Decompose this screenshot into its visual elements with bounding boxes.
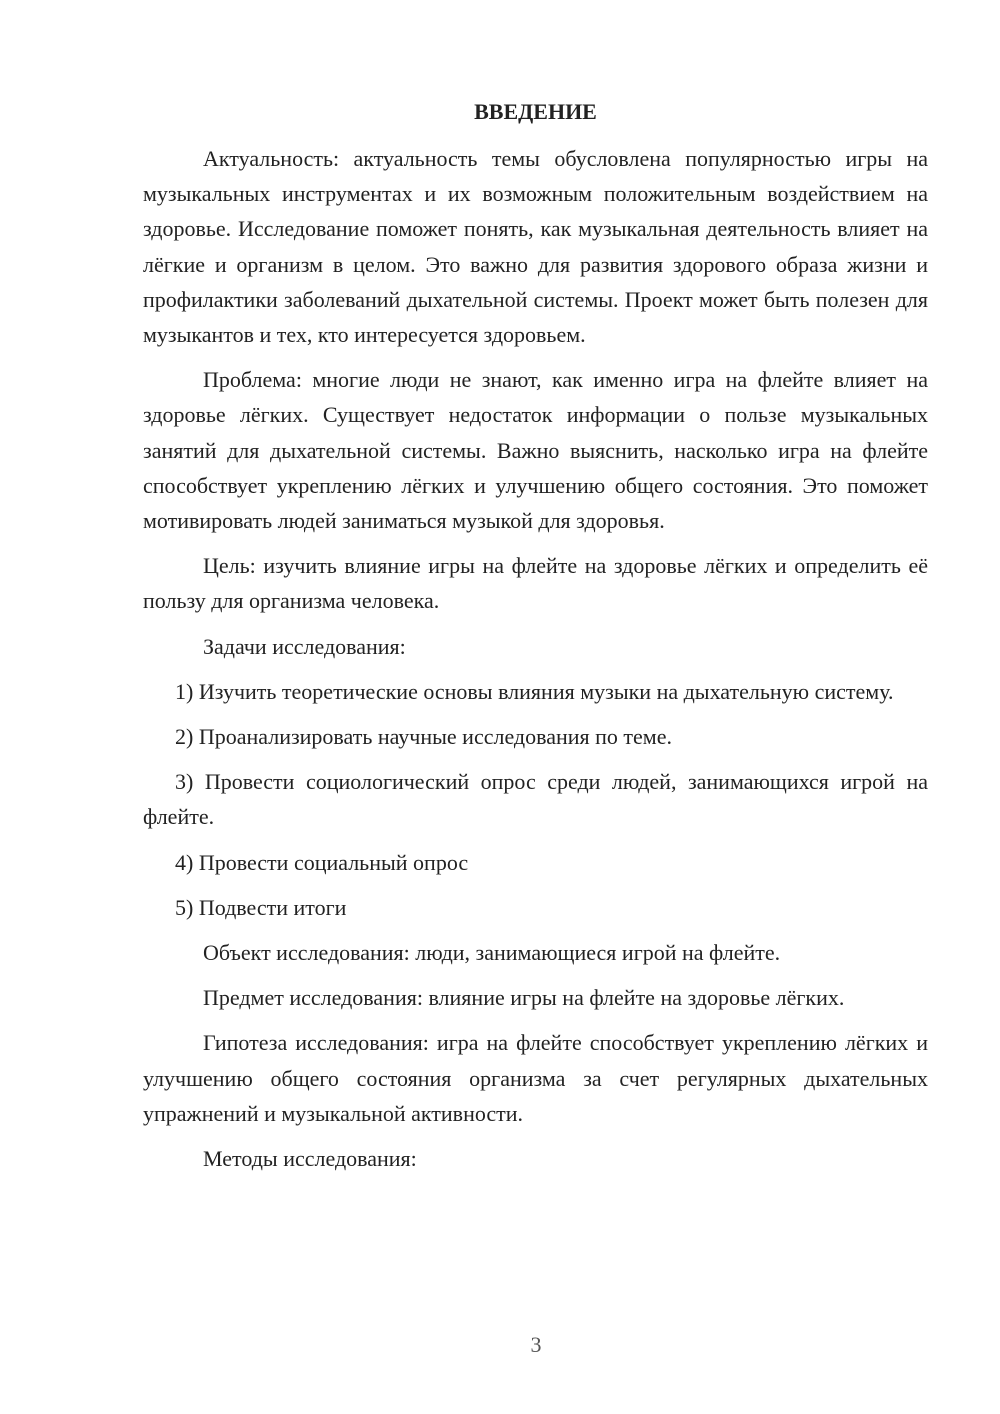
paragraph-hypothesis: Гипотеза исследования: игра на флейте способствует укреплению лёгких и улучшению общего состояния организма за счет регулярных дыхательных упражнений и музыкальной активности. (143, 1030, 928, 1126)
methods-title: Методы исследования: (203, 1146, 417, 1172)
paragraph-goal: Цель: изучить влияние игры на флейте на здоровье лёгких и определить её пользу для организма человека. (143, 553, 928, 614)
task-item-5: 5) Подвести итоги (175, 894, 347, 920)
task-item-3: 3) Провести социологический опрос среди людей, занимающихся игрой на флейте. (143, 769, 928, 830)
page-content (143, 94, 928, 1186)
paragraph-object: Объект исследования: люди, занимающиеся игрой на флейте. (203, 940, 781, 966)
section-heading: ВВЕДЕНИЕ (474, 99, 597, 124)
page-number: 3 (530, 1332, 542, 1357)
task-item-1: 1) Изучить теоретические основы влияния музыки на дыхательную систему. (175, 678, 894, 704)
paragraph-problem: Проблема: многие люди не знают, как именно игра на флейте влияет на здоровье лёгких. Существует недостаток информации о пользе музыкальных занятий для дыхательной системы. Важно выяснить, насколько игра на флейте способствует укреплению лёгких и улучшению общего состояния. Это поможет мотивировать людей заниматься музыкой для здоровья. (143, 367, 928, 534)
tasks-title: Задачи исследования: (203, 633, 406, 659)
paragraph-subject: Предмет исследования: влияние игры на флейте на здоровье лёгких. (203, 985, 845, 1011)
task-item-2: 2) Проанализировать научные исследования по теме. (175, 724, 672, 750)
task-item-4: 4) Провести социальный опрос (175, 849, 469, 875)
paragraph-relevance: Актуальность: актуальность темы обусловлена популярностью игры на музыкальных инструментах и их возможным положительным воздействием на здоровье. Исследование поможет понять, как музыкальная деятельность влияет на лёгкие и организм в целом. Это важно для развития здорового образа жизни и профилактики заболеваний дыхательной системы. Проект может быть полезен для музыкантов и тех, кто интересуется здоровьем. (143, 146, 928, 348)
